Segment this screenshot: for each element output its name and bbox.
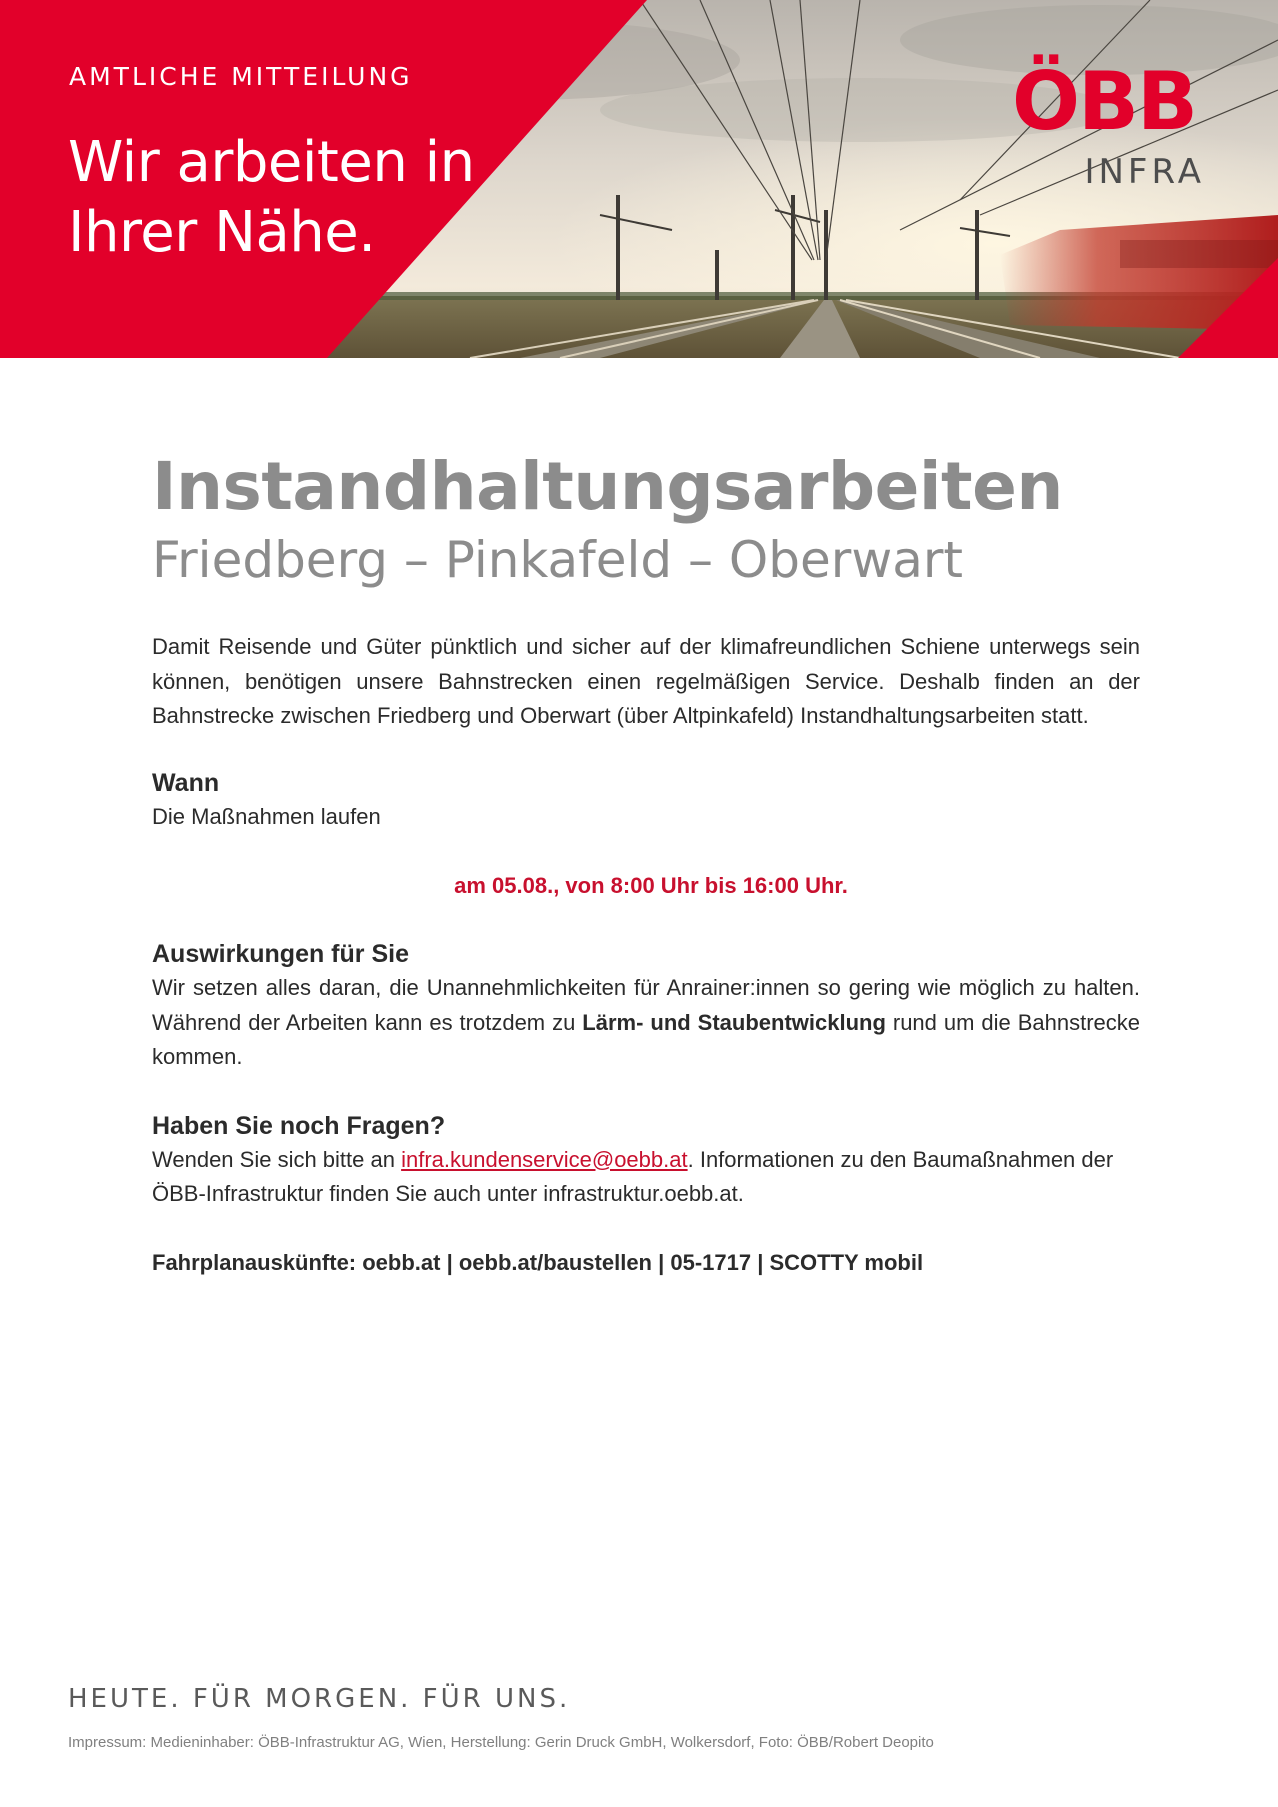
route-subtitle: Friedberg – Pinkafeld – Oberwart: [152, 531, 964, 589]
footer-slogan: HEUTE. FÜR MORGEN. FÜR UNS.: [68, 1684, 571, 1714]
questions-text-1: Wenden Sie sich bitte an: [152, 1146, 402, 1172]
intro-paragraph: Damit Reisende und Güter pünktlich und sicher auf der klimafreundlichen Schiene unterwegs sein können, benötigen unsere Bahnstrecken einen regelmäßigen Service. Deshalb finden an der Bahnstrecke zwischen Friedberg und Oberwart (über Altpinkafeld) Instandhaltungsarbeiten statt.: [152, 634, 1140, 728]
when-text: Die Maßnahmen laufen: [152, 803, 381, 829]
headline-line-1: Wir arbeiten in: [68, 130, 475, 195]
date-time-highlight: am 05.08., von 8:00 Uhr bis 16:00 Uhr.: [454, 873, 848, 898]
effects-text-1: Wir setzen alles daran, die Unannehmlichkeiten für Anrainer:innen so gering wie möglich zu halten. Während der Arbeiten kann es trotzdem zu: [152, 975, 1140, 1035]
headline-line-2: Ihrer Nähe.: [68, 200, 376, 265]
header-banner: [0, 0, 1278, 358]
questions-text-2: . Informationen zu den Baumaßnahmen der ÖBB-Infrastruktur finden Sie auch unter infrastruktur.oebb.at.: [152, 1146, 1114, 1206]
effects-section: [152, 937, 1140, 1075]
oebb-infra-logo: [1012, 55, 1222, 194]
questions-paragraph: [152, 1143, 1140, 1212]
infra-label: INFRA: [1084, 152, 1205, 192]
effects-bold-text: Lärm- und Staubentwicklung: [582, 1009, 886, 1035]
effects-paragraph: [152, 971, 1140, 1075]
impressum: Impressum: Medieninhaber: ÖBB-Infrastruktur AG, Wien, Herstellung: Gerin Druck GmbH, Wolkersdorf, Foto: ÖBB/Robert Deopito: [68, 1734, 934, 1751]
when-section: [152, 766, 1140, 904]
oebb-logo-mark: ÖBB: [1012, 55, 1196, 148]
timetable-info-line: Fahrplanauskünfte: oebb.at | oebb.at/baustellen | 05-1717 | SCOTTY mobil: [152, 1249, 924, 1275]
headline: [68, 128, 475, 268]
email-link[interactable]: infra.kundenservice@oebb.at: [401, 1146, 688, 1172]
effects-text-2: rund um die Bahnstrecke kommen.: [152, 1009, 1140, 1069]
questions-heading: Haben Sie noch Fragen?: [152, 1111, 446, 1140]
effects-heading: Auswirkungen für Sie: [152, 940, 409, 968]
page-title: Instandhaltungsarbeiten: [152, 448, 1063, 525]
when-heading: Wann: [152, 768, 220, 797]
questions-section: [152, 1109, 1140, 1212]
notice-content: [152, 450, 1140, 1280]
kicker-label: AMTLICHE MITTEILUNG: [69, 62, 413, 91]
